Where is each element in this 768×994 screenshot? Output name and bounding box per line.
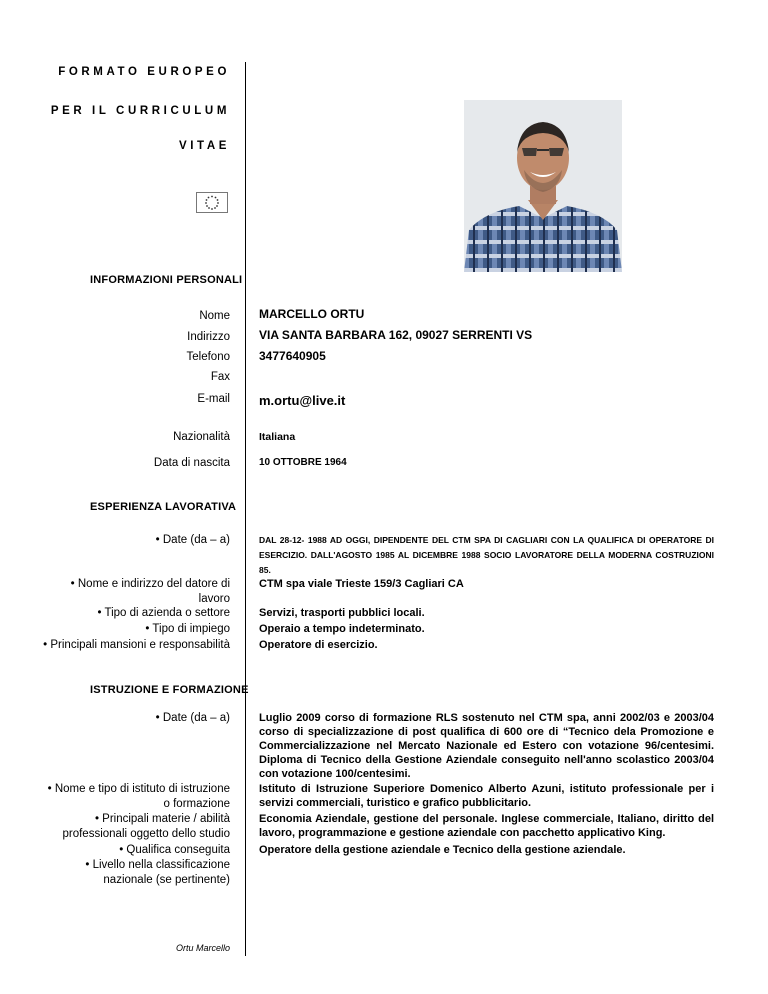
label-address: Indirizzo — [187, 331, 230, 343]
section-title-personal: INFORMAZIONI PERSONALI — [90, 274, 243, 286]
label-level: • Livello nella classificazione nazionale (se pertinente) — [85, 859, 230, 886]
value-nationality: Italiana — [259, 431, 296, 443]
label-edu-dates: • Date (da – a) — [155, 712, 230, 724]
label-qualification: • Qualifica conseguita — [119, 844, 230, 856]
value-institute: Istituto di Istruzione Superiore Domenico Alberto Azuni, istituto professionale per i servizi commerciali, turistico e grafico pubblicitario. — [259, 783, 714, 809]
label-birth: Data di nascita — [153, 457, 230, 469]
label-employer: • Nome e indirizzo del datore di lavoro — [70, 578, 230, 605]
header-line-3: VITAE — [178, 140, 230, 152]
value-birth: 10 OTTOBRE 1964 — [259, 457, 347, 468]
header-line-1: FORMATO EUROPEO — [58, 66, 230, 78]
value-qualification: Operatore della gestione aziendale e Tecnico della gestione aziendale. — [259, 844, 626, 856]
label-nationality: Nazionalità — [173, 431, 230, 443]
label-subjects: • Principali materie / abilità professionali oggetto dello studio — [62, 813, 230, 840]
label-employment: • Tipo di impiego — [145, 623, 230, 635]
value-subjects: Economia Aziendale, gestione del personale. Inglese commerciale, Italiano, diritto del lavoro, programmazione e gestione aziendale con pacchetto applicativo King. — [259, 813, 714, 839]
section-title-work: ESPERIENZA LAVORATIVA — [90, 501, 237, 513]
value-employment: Operaio a tempo indeterminato. — [259, 623, 425, 635]
section-title-education: ISTRUZIONE E FORMAZIONE — [90, 684, 249, 696]
label-duties: • Principali mansioni e responsabilità — [43, 639, 230, 651]
value-address: VIA SANTA BARBARA 162, 09027 SERRENTI VS — [259, 328, 533, 342]
value-name: MARCELLO ORTU — [259, 307, 365, 321]
person-photo — [464, 100, 622, 272]
footer-author: Ortu Marcello — [175, 943, 230, 953]
label-name: Nome — [199, 310, 230, 322]
label-sector: • Tipo di azienda o settore — [97, 607, 230, 619]
label-phone: Telefono — [186, 351, 230, 363]
label-institute: • Nome e tipo di istituto di istruzione o formazione — [47, 783, 230, 810]
eu-flag-icon — [196, 192, 228, 213]
value-sector: Servizi, trasporti pubblici locali. — [259, 607, 425, 619]
value-duties: Operatore di esercizio. — [259, 639, 378, 651]
label-email: E-mail — [197, 393, 230, 405]
value-work-dates: DAL 28-12- 1988 AD OGGI, DIPENDENTE DEL CTM SPA DI CAGLIARI CON LA QUALIFICA DI OPERATORE DI ESERCIZIO. DALL'AGOSTO 1985 AL DICEMBRE 1988 SOCIO LAVORATORE DELLA MODERNA COSTRUZIONI 85. — [259, 535, 714, 575]
label-fax: Fax — [210, 371, 230, 383]
column-divider — [245, 62, 246, 956]
header-line-2: PER IL CURRICULUM — [50, 105, 230, 117]
value-edu-dates: Luglio 2009 corso di formazione RLS sostenuto nel CTM spa, anni 2002/03 e 2003/04 corso di specializzazione di post qualifica di 600 ore di “Tecnico dela Promozione e Commercializzazione nel Mercato Nazionale ed Estero con votazione 96/centesimi. Diploma di Tecnico della Gestione Aziendale conseguito nell'anno scolastico 2003/04 con votazione 100/centesimi. — [259, 712, 714, 780]
label-work-dates: • Date (da – a) — [155, 534, 230, 546]
value-employer: CTM spa viale Trieste 159/3 Cagliari CA — [259, 578, 464, 590]
value-phone: 3477640905 — [259, 349, 326, 363]
value-email: m.ortu@live.it — [259, 393, 346, 408]
